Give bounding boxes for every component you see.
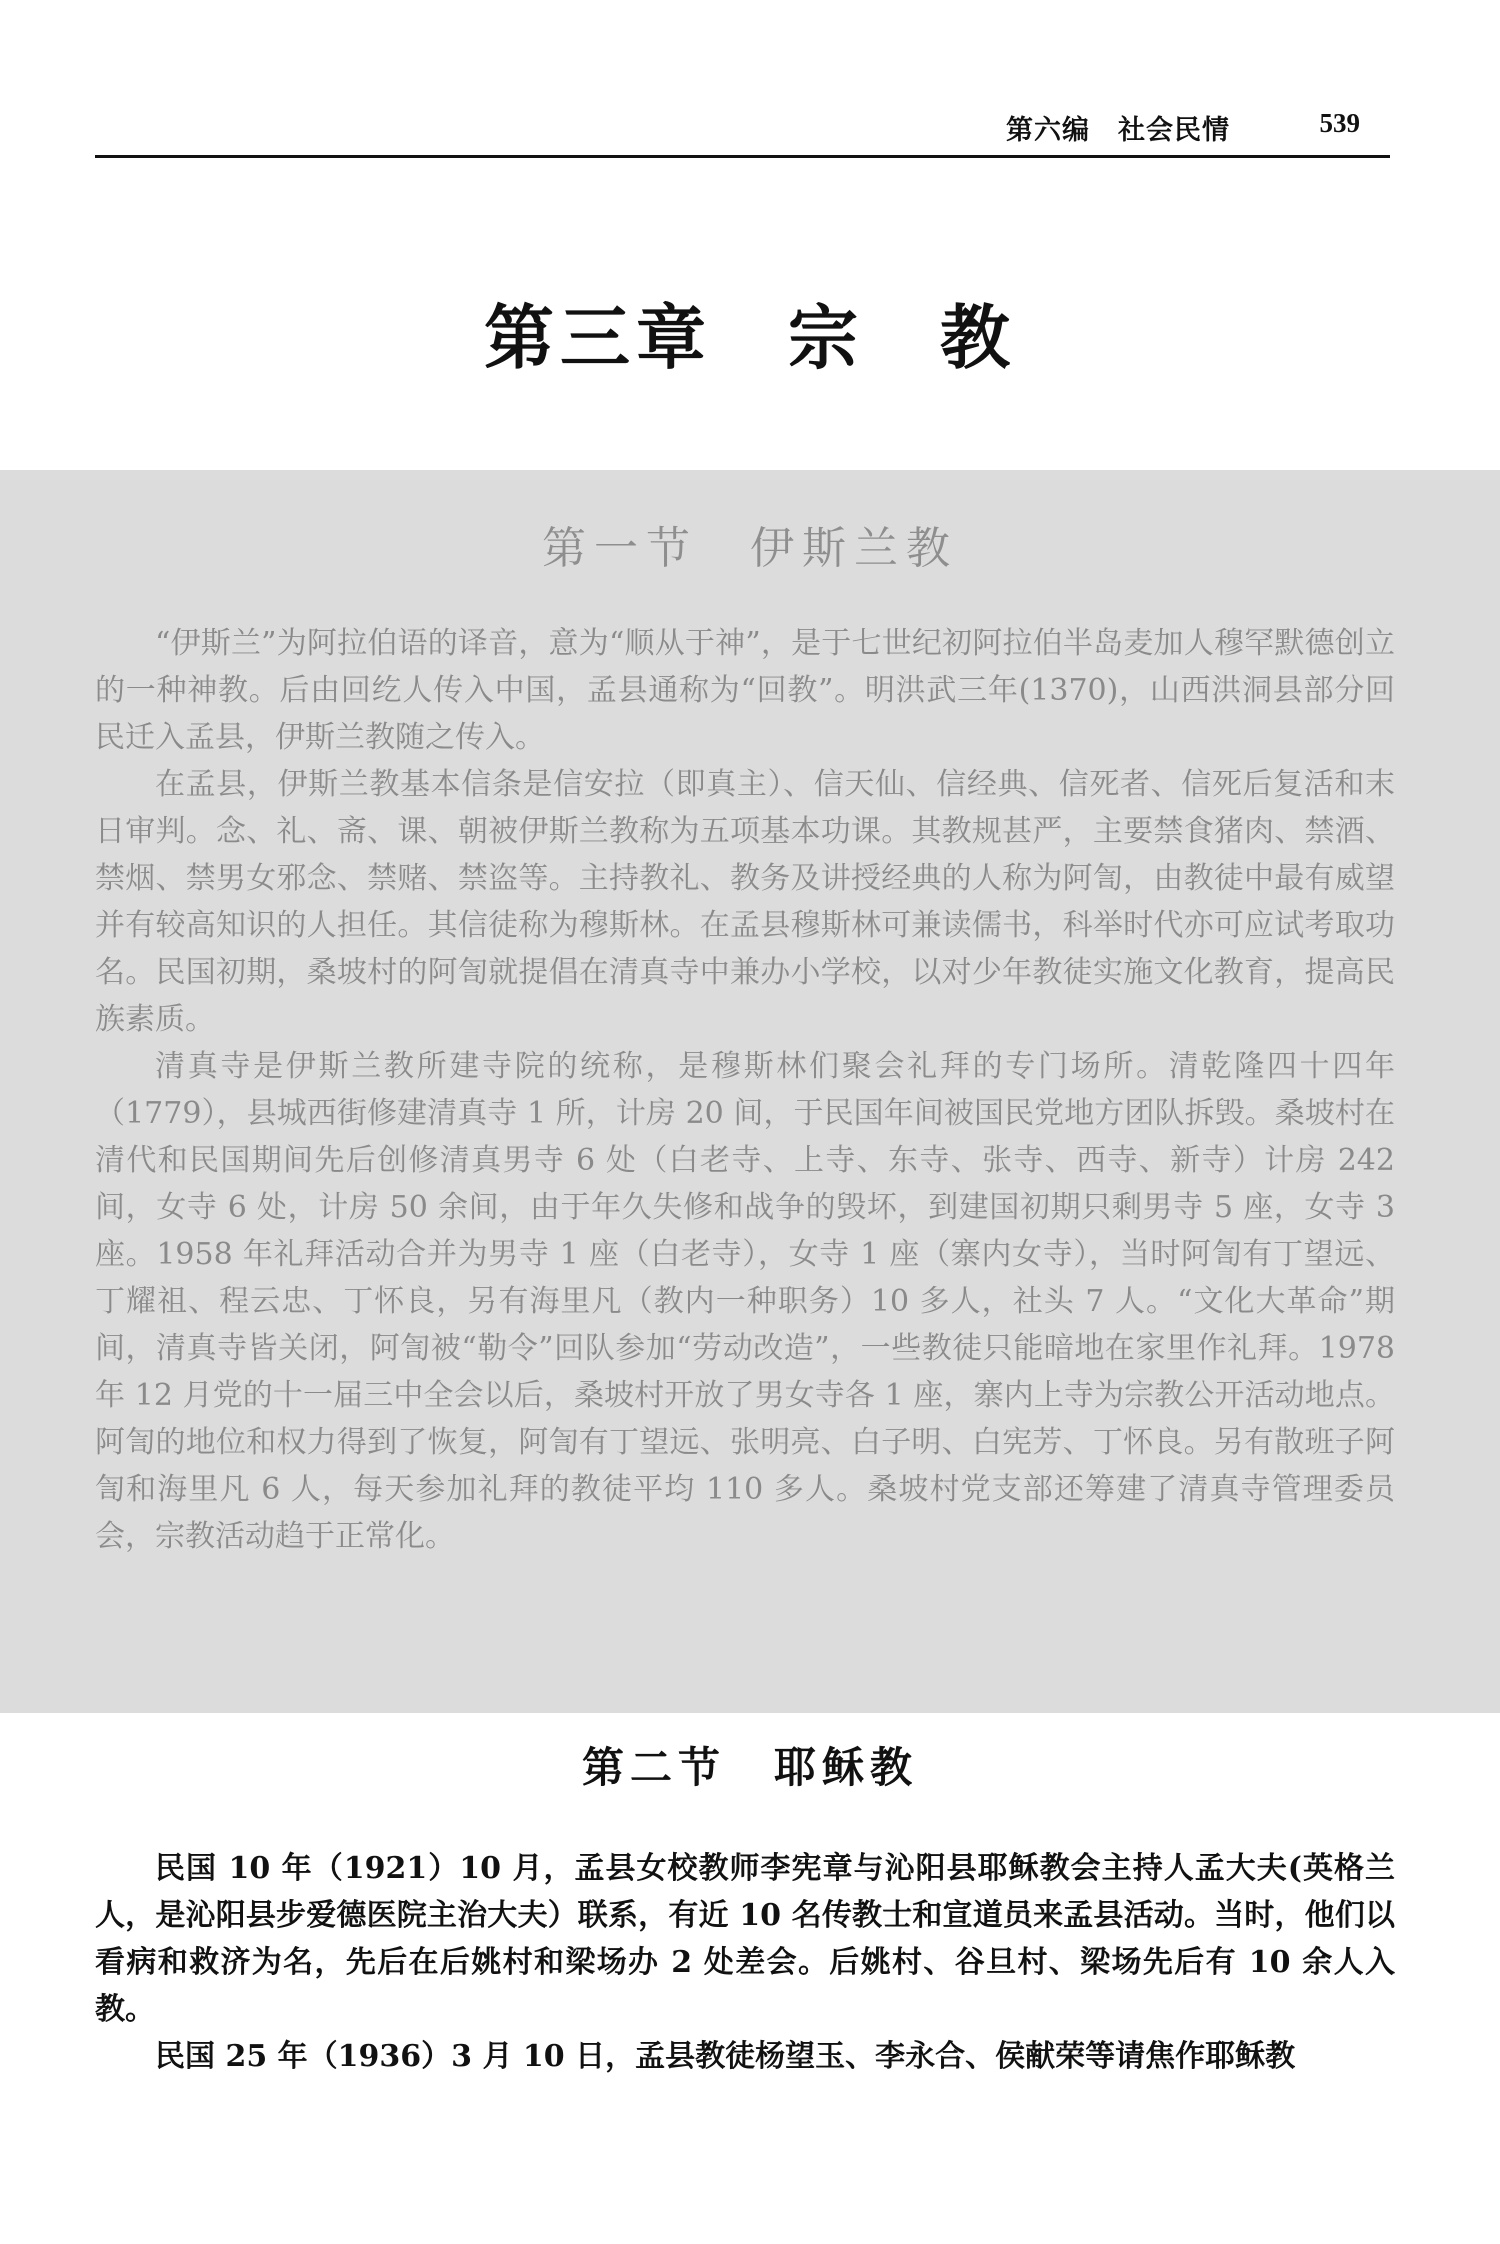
header-section-name: 第六编 社会民情 — [1006, 115, 1230, 146]
section2-body — [95, 1845, 1395, 2080]
page-number: 539 — [1319, 108, 1360, 138]
paragraph: 民国 25 年（1936）3 月 10 日，孟县教徒杨望玉、李永合、侯献荣等请焦作耶稣教 — [155, 2039, 1296, 2074]
paragraph: 在孟县，伊斯兰教基本信条是信安拉（即真主）、信天仙、信经典、信死者、信死后复活和末日审判。念、礼、斋、课、朝被伊斯兰教称为五项基本功课。其教规甚严，主要禁食猪肉、禁酒、禁烟、禁男女邪念、禁赌、禁盗等。主持教礼、教务及讲授经典的人称为阿訇，由教徒中最有威望并有较高知识的人担任。其信徒称为穆斯林。在孟县穆斯林可兼读儒书，科举时代亦可应试考取功名。民国初期，桑坡村的阿訇就提倡在清真寺中兼办小学校，以对少年教徒实施文化教育，提高民族素质。 — [95, 767, 1395, 1037]
chapter-title: 第三章 宗 教 — [484, 297, 1016, 379]
section1-body — [95, 620, 1395, 1560]
paragraph: 民国 10 年（1921）10 月，孟县女校教师李宪章与沁阳县耶稣教会主持人孟大夫(英格兰人，是沁阳县步爱德医院主治大夫）联系，有近 10 名传教士和宣道员来孟县活动。当时，他们以看病和救济为名，先后在后姚村和梁场办 2 处差会。后姚村、谷旦村、梁场先后有 10 余人入教。 — [95, 1851, 1395, 2027]
paragraph: “伊斯兰”为阿拉伯语的译音，意为“顺从于神”，是于七世纪初阿拉伯半岛麦加人穆罕默德创立的一种神教。后由回纥人传入中国，孟县通称为“回教”。明洪武三年(1370)，山西洪洞县部分回民迁入孟县，伊斯兰教随之传入。 — [95, 626, 1395, 755]
running-header — [95, 108, 1390, 158]
section2-title: 第二节 耶稣教 — [581, 1743, 918, 1792]
section1-title: 第一节 伊斯兰教 — [542, 523, 958, 574]
paragraph: 清真寺是伊斯兰教所建寺院的统称，是穆斯林们聚会礼拜的专门场所。清乾隆四十四年（1779），县城西街修建清真寺 1 所，计房 20 间，于民国年间被国民党地方团队拆毁。桑坡村在清代和民国期间先后创修清真男寺 6 处（白老寺、上寺、东寺、张寺、西寺、新寺）计房 242 间，女寺 6 处，计房 50 余间，由于年久失修和战争的毁坏，到建国初期只剩男寺 5 座，女寺 3 座。1958 年礼拜活动合并为男寺 1 座（白老寺），女寺 1 座（寨内女寺），当时阿訇有丁望远、丁耀祖、程云忠、丁怀良，另有海里凡（教内一种职务）10 多人，社头 7 人。“文化大革命”期间，清真寺皆关闭，阿訇被“勒令”回队参加“劳动改造”，一些教徒只能暗地在家里作礼拜。1978 年 12 月党的十一届三中全会以后，桑坡村开放了男女寺各 1 座，寨内上寺为宗教公开活动地点。阿訇的地位和权力得到了恢复，阿訇有丁望远、张明亮、白子明、白宪芳、丁怀良。另有散班子阿訇和海里凡 6 人，每天参加礼拜的教徒平均 110 多人。桑坡村党支部还筹建了清真寺管理委员会，宗教活动趋于正常化。 — [95, 1049, 1395, 1554]
